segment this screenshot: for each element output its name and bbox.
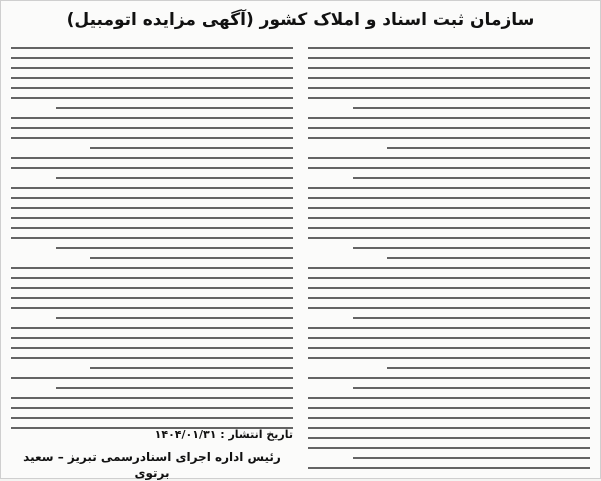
text-line (11, 117, 293, 119)
text-line (90, 257, 293, 259)
text-line (11, 357, 293, 359)
text-line (308, 327, 590, 329)
text-line (11, 57, 293, 59)
text-line (308, 87, 590, 89)
text-line (308, 187, 590, 189)
text-line (387, 257, 590, 259)
text-line (308, 397, 590, 399)
text-line (308, 67, 590, 69)
text-line (308, 197, 590, 199)
notice-column-right (308, 39, 590, 470)
text-line (11, 267, 293, 269)
text-line (11, 297, 293, 299)
text-line (308, 77, 590, 79)
text-line (308, 47, 590, 49)
text-line (308, 357, 590, 359)
text-line (308, 407, 590, 409)
text-line (11, 137, 293, 139)
text-line (308, 237, 590, 239)
text-line (11, 207, 293, 209)
text-line (308, 297, 590, 299)
text-line (308, 417, 590, 419)
text-line (56, 177, 293, 179)
text-line (353, 387, 590, 389)
text-line (56, 247, 293, 249)
text-line (353, 247, 590, 249)
text-line (353, 177, 590, 179)
text-line (90, 367, 293, 369)
text-line (11, 227, 293, 229)
text-line (11, 377, 293, 379)
text-line (308, 57, 590, 59)
text-line (11, 97, 293, 99)
signature-line: رئیس اداره اجرای اسنادرسمی تبریز – سعید برتوی (23, 450, 281, 480)
text-line (387, 367, 590, 369)
text-line (308, 157, 590, 159)
text-line (308, 427, 590, 429)
text-line (11, 287, 293, 289)
text-line (56, 387, 293, 389)
text-line (308, 267, 590, 269)
text-line (308, 447, 590, 449)
text-line (56, 317, 293, 319)
text-line (308, 137, 590, 139)
notice-text-lines-right (308, 39, 590, 469)
text-line (308, 377, 590, 379)
text-line (308, 97, 590, 99)
text-line (11, 197, 293, 199)
text-line (308, 227, 590, 229)
text-line (353, 107, 590, 109)
text-line (11, 77, 293, 79)
notice-title: سازمان ثبت اسناد و املاک کشور (آگهی مزایده اتومبیل) (66, 10, 535, 30)
text-line (11, 87, 293, 89)
text-line (308, 287, 590, 289)
text-line (11, 327, 293, 329)
notice-text-lines-left (11, 39, 293, 429)
text-line (11, 397, 293, 399)
text-line (308, 277, 590, 279)
text-line (353, 317, 590, 319)
text-line (308, 127, 590, 129)
text-line (308, 307, 590, 309)
text-line (90, 147, 293, 149)
text-line (11, 347, 293, 349)
text-line (11, 157, 293, 159)
text-line (387, 147, 590, 149)
text-line (11, 337, 293, 339)
publication-date: تاریخ انتشار : ۱۴۰۴/۰۱/۳۱ (154, 428, 293, 441)
text-line (11, 187, 293, 189)
text-line (353, 457, 590, 459)
text-line (11, 167, 293, 169)
notice-column-left (11, 39, 293, 480)
text-line (308, 437, 590, 439)
text-line (308, 217, 590, 219)
text-line (11, 47, 293, 49)
text-line (11, 407, 293, 409)
text-line (11, 127, 293, 129)
text-line (11, 67, 293, 69)
text-line (308, 207, 590, 209)
text-line (11, 417, 293, 419)
text-line (11, 217, 293, 219)
text-line (308, 337, 590, 339)
text-line (11, 237, 293, 239)
text-line (308, 467, 590, 469)
text-line (308, 347, 590, 349)
text-line (308, 117, 590, 119)
text-line (11, 307, 293, 309)
text-line (56, 107, 293, 109)
text-line (308, 167, 590, 169)
text-line (11, 277, 293, 279)
